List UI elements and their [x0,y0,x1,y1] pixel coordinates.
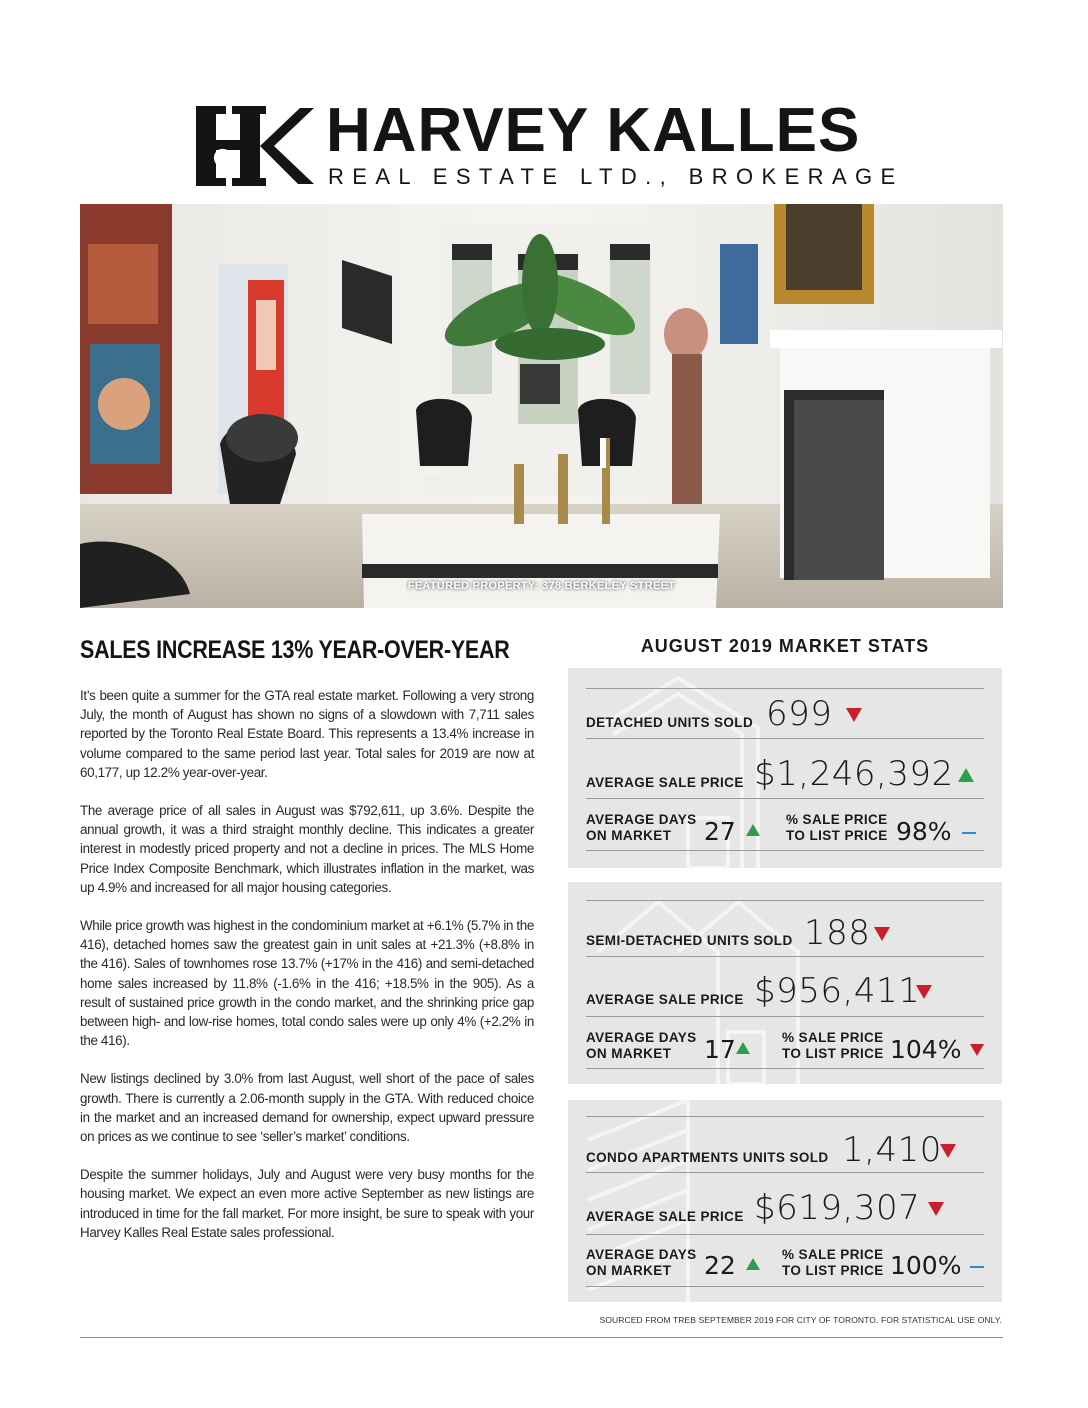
semi-days-label-1: AVERAGE DAYS [586,1030,697,1045]
detached-pct-label-1: % SALE PRICE [786,812,888,827]
article-body [80,686,534,1261]
detached-pct-label-2: TO LIST PRICE [786,828,888,843]
condo-days-value: 22 [704,1251,736,1280]
detached-stats-panel [568,668,1002,868]
semi-avg-price-label: AVERAGE SALE PRICE [586,992,744,1007]
trend-up-icon [746,1258,760,1270]
condo-pct-value: 100% [890,1251,962,1280]
trend-up-icon [746,824,760,836]
condo-days-label-1: AVERAGE DAYS [586,1247,697,1262]
semi-days-label-2: ON MARKET [586,1046,672,1061]
living-room-illustration [80,204,1003,608]
hk-monogram-logo [196,106,316,186]
featured-property-caption: FEATURED PROPERTY: 378 BERKELEY STREET [407,580,676,592]
semi-avg-price-value: $956,411 [754,971,921,1011]
condo-avg-price-value: $619,307 [754,1188,921,1228]
trend-flat-icon [962,832,976,834]
footer-divider [80,1337,1003,1338]
trend-flat-icon [970,1266,984,1268]
trend-down-icon [928,1202,944,1216]
article-paragraph: It’s been quite a summer for the GTA real estate market. Following a very strong July, the month of August has shown no signs of a slowdown with 7,711 sales reported by the Toronto Real Estate Board. This represents a 13.4% increase in volume compared to the same period last year. Total sales for 2019 are now at 60,177, up 12.2% year-over-year. [80,688,534,780]
trend-up-icon [736,1042,750,1054]
article-paragraph: Despite the summer holidays, July and August were very busy months for the housing market. We expect an even more active September as new listings are introduced in time for the fall market. For more insight, be sure to speak with your Harvey Kalles Real Estate sales professional. [80,1167,534,1240]
condo-stats-panel [568,1100,1002,1302]
article-paragraph: New listings declined by 3.0% from last August, well short of the pace of sales growth. There is currently a 2.06-month supply in the GTA. With reduced choice in the market and an increased demand for ownership, expect upward pressure on prices as we continue to see ‘seller’s market’ conditions. [80,1071,534,1145]
condo-units-value: 1,410 [842,1130,942,1170]
market-stats-title: AUGUST 2019 MARKET STATS [640,636,930,656]
market-article [80,636,534,1240]
semi-units-value: 188 [804,913,871,953]
detached-pct-value: 98% [896,817,952,846]
trend-down-icon [916,985,932,999]
article-paragraph: The average price of all sales in August was $792,611, up 3.6%. Despite the annual growth, it was a third straight monthly decline. This indicates a greater interest in modestly priced property and not a decline in prices. The MLS Home Price Index Composite Benchmark, which illustrates inflation in the market, was up 4.9% and increased for all major housing categories. [80,803,534,895]
article-title: SALES INCREASE 13% YEAR-OVER-YEAR [80,636,510,664]
detached-days-value: 27 [704,817,736,846]
trend-down-icon [846,708,862,722]
semi-detached-stats-panel [568,882,1002,1084]
condo-pct-label-2: TO LIST PRICE [782,1263,884,1278]
semi-days-value: 17 [704,1035,736,1064]
brand-header [0,96,1088,190]
condo-pct-label-1: % SALE PRICE [782,1247,884,1262]
detached-days-label-1: AVERAGE DAYS [586,812,697,827]
condo-units-label: CONDO APARTMENTS UNITS SOLD [586,1150,829,1165]
trend-down-icon [874,927,890,941]
semi-pct-label-1: % SALE PRICE [782,1030,884,1045]
condo-avg-price-label: AVERAGE SALE PRICE [586,1209,744,1224]
detached-units-value: 699 [766,694,833,734]
detached-units-label: DETACHED UNITS SOLD [586,715,754,730]
featured-property-photo [80,204,1003,608]
detached-avg-price-label: AVERAGE SALE PRICE [586,775,744,790]
detached-days-label-2: ON MARKET [586,828,672,843]
trend-down-icon [940,1144,956,1158]
semi-pct-label-2: TO LIST PRICE [782,1046,884,1061]
detached-avg-price-value: $1,246,392 [754,754,954,794]
brand-subtitle: REAL ESTATE LTD., BROKERAGE [328,164,904,189]
article-paragraph: While price growth was highest in the condominium market at +6.1% (5.7% in the 416), detached homes saw the greatest gain in unit sales at +21.3% (+8.8% in the 416). Sales of townhomes rose 13.7% (+17% in the 416) and semi-detached home sales increased by 11.8% (-1.6% in the 416; +18.5% in the 905). As a result of sustained price growth in the condo market, and the shrinking price gap between high- and low-rise homes, total condo sales were up only 4% (+2.2% in the 416). [80,918,534,1049]
semi-units-label: SEMI-DETACHED UNITS SOLD [586,933,793,948]
trend-up-icon [958,768,974,782]
semi-pct-value: 104% [890,1035,962,1064]
brand-name: HARVEY KALLES [326,96,861,165]
data-source-note: SOURCED FROM TREB SEPTEMBER 2019 FOR CITY OF TORONTO. FOR STATISTICAL USE ONLY. [599,1315,1002,1325]
condo-days-label-2: ON MARKET [586,1263,672,1278]
trend-down-icon [970,1044,984,1056]
